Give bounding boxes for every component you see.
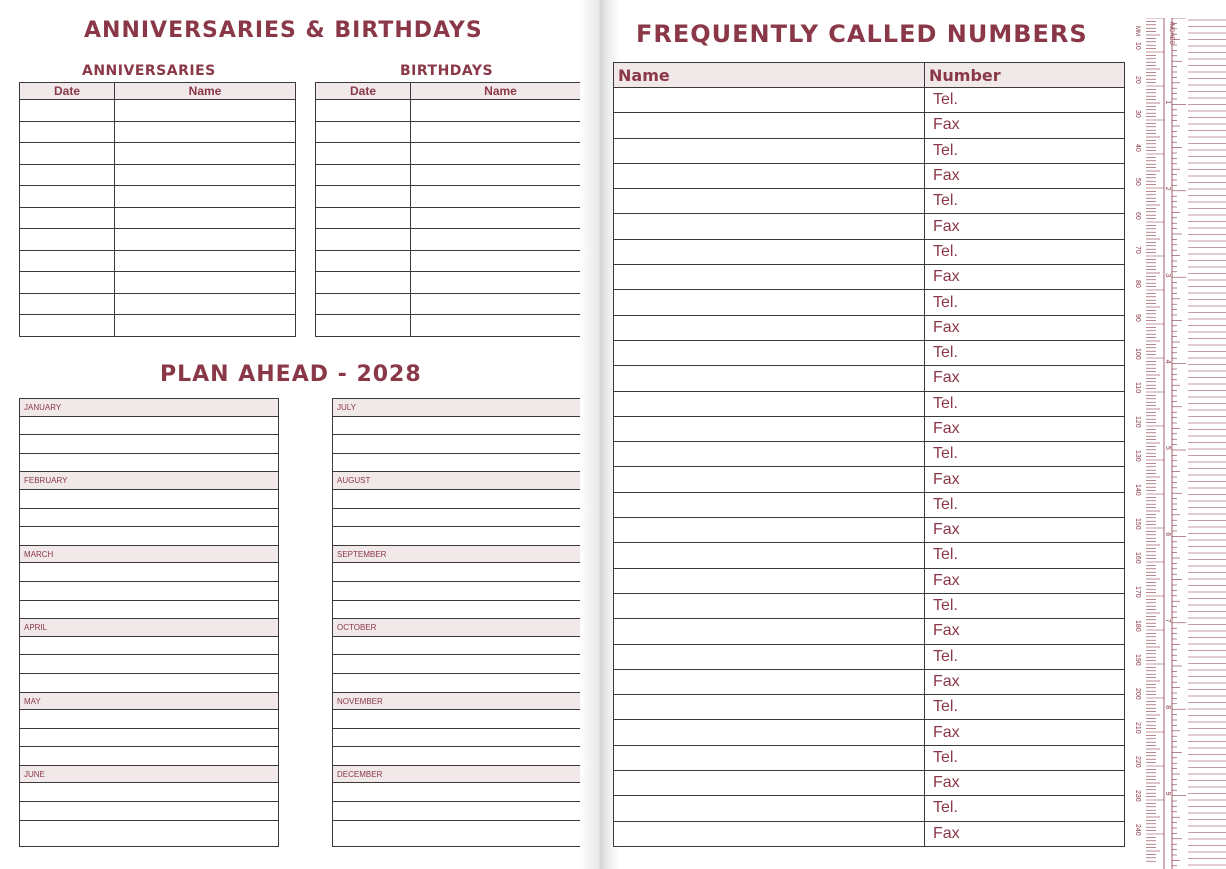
plan-ahead-title: PLAN AHEAD - 2028 xyxy=(160,362,422,387)
ruler-mm-number: 150 xyxy=(1134,518,1141,530)
ruler-mm-number: 120 xyxy=(1134,416,1141,428)
birthday-name-cell[interactable] xyxy=(411,143,591,165)
ruler-inch-number: 9 xyxy=(1164,791,1171,796)
birthday-row xyxy=(316,186,591,208)
fc-number-label[interactable]: Tel. xyxy=(925,239,1125,264)
anniversary-name-cell[interactable] xyxy=(115,250,296,272)
birthday-row xyxy=(316,293,591,315)
ruler-mm-number: 40 xyxy=(1134,144,1141,152)
ruler-mm-number: 180 xyxy=(1134,620,1141,632)
month-label: DECEMBER xyxy=(333,766,591,784)
birthday-date-cell[interactable] xyxy=(316,186,411,208)
birthday-date-cell[interactable] xyxy=(316,315,411,337)
ruler-inches-label: INCHES xyxy=(1168,22,1174,45)
anniversary-row xyxy=(20,229,296,251)
month-write-line[interactable] xyxy=(333,729,591,748)
fc-row xyxy=(614,771,1125,796)
fc-row xyxy=(614,543,1125,568)
birthday-name-cell[interactable] xyxy=(411,100,591,122)
ruler-mm-number: 20 xyxy=(1134,76,1141,84)
anniversary-date-cell[interactable] xyxy=(20,272,115,294)
month-block xyxy=(20,399,278,472)
month-write-line[interactable] xyxy=(333,563,591,582)
fc-number-label[interactable]: Fax xyxy=(925,113,1125,138)
ruler xyxy=(1130,18,1226,869)
anniversary-date-cell[interactable] xyxy=(20,100,115,122)
month-write-line[interactable] xyxy=(20,674,278,693)
fc-name-cell[interactable] xyxy=(614,88,925,113)
fc-row xyxy=(614,138,1125,163)
frequently-called-table xyxy=(613,62,1125,847)
ruler-mm-number: 80 xyxy=(1134,280,1141,288)
ruler-mm-number: 130 xyxy=(1134,450,1141,462)
month-block xyxy=(20,472,278,545)
plan-ahead-right-column xyxy=(332,398,592,847)
birthday-name-cell[interactable] xyxy=(411,164,591,186)
month-write-line[interactable] xyxy=(20,527,278,546)
fc-name-cell[interactable] xyxy=(614,391,925,416)
birthday-row xyxy=(316,272,591,294)
fc-row xyxy=(614,163,1125,188)
anniversaries-birthdays-title: ANNIVERSARIES & BIRTHDAYS xyxy=(84,18,483,43)
ruler-mm-number: 10 xyxy=(1134,42,1141,50)
month-write-line[interactable] xyxy=(20,655,278,674)
birthday-date-cell[interactable] xyxy=(316,293,411,315)
birthday-row xyxy=(316,143,591,165)
fc-number-label[interactable]: Tel. xyxy=(925,644,1125,669)
ruler-inch-number: 8 xyxy=(1164,705,1171,710)
ruler-mm-number: 70 xyxy=(1134,246,1141,254)
month-write-line[interactable] xyxy=(333,435,591,454)
ruler-inch-number: 2 xyxy=(1164,186,1171,191)
month-block xyxy=(333,619,591,692)
birthday-row xyxy=(316,121,591,143)
month-write-line[interactable] xyxy=(20,563,278,582)
birthday-date-cell[interactable] xyxy=(316,100,411,122)
fc-number-label[interactable]: Fax xyxy=(925,568,1125,593)
month-write-line[interactable] xyxy=(333,490,591,509)
fc-name-cell[interactable] xyxy=(614,442,925,467)
ruler-mm-number: 60 xyxy=(1134,212,1141,220)
fc-number-label[interactable]: Tel. xyxy=(925,593,1125,618)
birthday-row xyxy=(316,315,591,337)
fc-row xyxy=(614,492,1125,517)
month-label: JUNE xyxy=(20,766,278,784)
birthday-date-cell[interactable] xyxy=(316,229,411,251)
month-write-line[interactable] xyxy=(20,417,278,436)
fc-row xyxy=(614,189,1125,214)
fc-row xyxy=(614,88,1125,113)
anniversary-row xyxy=(20,100,296,122)
fc-number-header: Number xyxy=(925,63,1125,88)
fc-row xyxy=(614,745,1125,770)
fc-row xyxy=(614,265,1125,290)
anniversaries-name-header: Name xyxy=(115,83,296,100)
fc-number-label[interactable]: Fax xyxy=(925,315,1125,340)
month-label: NOVEMBER xyxy=(333,693,591,711)
anniversaries-heading: ANNIVERSARIES xyxy=(82,63,216,79)
birthday-date-cell[interactable] xyxy=(316,121,411,143)
month-label: FEBRUARY xyxy=(20,472,278,490)
anniversary-row xyxy=(20,207,296,229)
anniversary-name-cell[interactable] xyxy=(115,315,296,337)
fc-name-cell[interactable] xyxy=(614,644,925,669)
anniversary-row xyxy=(20,143,296,165)
anniversary-row xyxy=(20,186,296,208)
fc-name-cell[interactable] xyxy=(614,340,925,365)
fc-name-cell[interactable] xyxy=(614,669,925,694)
anniversary-date-cell[interactable] xyxy=(20,186,115,208)
fc-number-label[interactable]: Fax xyxy=(925,821,1125,846)
fc-name-cell[interactable] xyxy=(614,239,925,264)
month-write-line[interactable] xyxy=(333,527,591,546)
anniversary-name-cell[interactable] xyxy=(115,100,296,122)
fc-name-cell[interactable] xyxy=(614,593,925,618)
month-write-line[interactable] xyxy=(20,710,278,729)
fc-row xyxy=(614,366,1125,391)
fc-number-label[interactable]: Tel. xyxy=(925,442,1125,467)
fc-name-cell[interactable] xyxy=(614,290,925,315)
month-write-line[interactable] xyxy=(20,783,278,802)
fc-number-label[interactable]: Tel. xyxy=(925,796,1125,821)
month-write-line[interactable] xyxy=(333,747,591,766)
ruler-mm-number: 100 xyxy=(1134,348,1141,360)
fc-row xyxy=(614,416,1125,441)
fc-name-cell[interactable] xyxy=(614,745,925,770)
fc-number-label[interactable]: Fax xyxy=(925,163,1125,188)
anniversary-row xyxy=(20,250,296,272)
fc-name-cell[interactable] xyxy=(614,366,925,391)
month-write-line[interactable] xyxy=(20,747,278,766)
ruler-inch-number: 3 xyxy=(1164,273,1171,278)
fc-row xyxy=(614,796,1125,821)
fc-name-cell[interactable] xyxy=(614,214,925,239)
fc-row xyxy=(614,669,1125,694)
fc-number-label[interactable]: Tel. xyxy=(925,189,1125,214)
ruler-inch-number: 6 xyxy=(1164,532,1171,537)
month-label: APRIL xyxy=(20,619,278,637)
ruler-inch-number: 4 xyxy=(1164,359,1171,364)
birthdays-date-header: Date xyxy=(316,83,411,100)
anniversary-row xyxy=(20,164,296,186)
anniversary-date-cell[interactable] xyxy=(20,143,115,165)
month-write-line[interactable] xyxy=(20,601,278,620)
fc-row xyxy=(614,442,1125,467)
fc-number-label[interactable]: Tel. xyxy=(925,138,1125,163)
birthday-row xyxy=(316,100,591,122)
fc-name-header: Name xyxy=(614,63,925,88)
month-block xyxy=(20,693,278,766)
fc-number-label[interactable]: Tel. xyxy=(925,340,1125,365)
fc-number-label[interactable]: Tel. xyxy=(925,745,1125,770)
anniversary-date-cell[interactable] xyxy=(20,164,115,186)
fc-name-cell[interactable] xyxy=(614,467,925,492)
anniversary-date-cell[interactable] xyxy=(20,229,115,251)
anniversary-date-cell[interactable] xyxy=(20,207,115,229)
fc-name-cell[interactable] xyxy=(614,265,925,290)
month-write-line[interactable] xyxy=(333,783,591,802)
anniversary-row xyxy=(20,272,296,294)
anniversary-name-cell[interactable] xyxy=(115,186,296,208)
anniversaries-table xyxy=(19,82,296,337)
fc-name-cell[interactable] xyxy=(614,695,925,720)
fc-row xyxy=(614,214,1125,239)
month-label: AUGUST xyxy=(333,472,591,490)
fc-row xyxy=(614,315,1125,340)
month-block xyxy=(333,766,591,839)
anniversary-name-cell[interactable] xyxy=(115,164,296,186)
month-label: JANUARY xyxy=(20,399,278,417)
fc-name-cell[interactable] xyxy=(614,315,925,340)
month-block xyxy=(333,472,591,545)
month-write-line[interactable] xyxy=(20,454,278,473)
month-write-line[interactable] xyxy=(20,821,278,840)
fc-name-cell[interactable] xyxy=(614,568,925,593)
birthday-date-cell[interactable] xyxy=(316,143,411,165)
fc-name-cell[interactable] xyxy=(614,138,925,163)
month-write-line[interactable] xyxy=(20,509,278,528)
fc-number-label[interactable]: Fax xyxy=(925,619,1125,644)
fc-row xyxy=(614,821,1125,846)
fc-number-label[interactable]: Tel. xyxy=(925,543,1125,568)
fc-name-cell[interactable] xyxy=(614,113,925,138)
ruler-mm-number: 30 xyxy=(1134,110,1141,118)
birthday-row xyxy=(316,207,591,229)
ruler-mm-number: 230 xyxy=(1134,790,1141,802)
fc-number-label[interactable]: Fax xyxy=(925,518,1125,543)
fc-name-cell[interactable] xyxy=(614,619,925,644)
birthday-date-cell[interactable] xyxy=(316,164,411,186)
anniversary-name-cell[interactable] xyxy=(115,229,296,251)
ruler-inch-number: 5 xyxy=(1164,446,1171,450)
birthday-name-cell[interactable] xyxy=(411,293,591,315)
fc-name-cell[interactable] xyxy=(614,771,925,796)
fc-name-cell[interactable] xyxy=(614,720,925,745)
anniversary-name-cell[interactable] xyxy=(115,272,296,294)
anniversary-date-cell[interactable] xyxy=(20,315,115,337)
fc-name-cell[interactable] xyxy=(614,416,925,441)
fc-row xyxy=(614,391,1125,416)
birthdays-heading: BIRTHDAYS xyxy=(400,63,494,79)
fc-number-label[interactable]: Fax xyxy=(925,720,1125,745)
birthdays-name-header: Name xyxy=(411,83,591,100)
anniversary-row xyxy=(20,293,296,315)
anniversary-name-cell[interactable] xyxy=(115,121,296,143)
birthday-name-cell[interactable] xyxy=(411,229,591,251)
fc-row xyxy=(614,113,1125,138)
fc-number-label[interactable]: Fax xyxy=(925,771,1125,796)
fc-row xyxy=(614,239,1125,264)
anniversary-row xyxy=(20,121,296,143)
anniversaries-date-header: Date xyxy=(20,83,115,100)
ruler-mm-number: 240 xyxy=(1134,824,1141,836)
ruler-mm-number: 220 xyxy=(1134,756,1141,768)
ruler-mm-label: MM xyxy=(1134,26,1140,36)
ruler-mm-number: 160 xyxy=(1134,552,1141,564)
fc-row xyxy=(614,695,1125,720)
ruler-mm-number: 90 xyxy=(1134,314,1141,322)
month-write-line[interactable] xyxy=(333,601,591,620)
fc-name-cell[interactable] xyxy=(614,518,925,543)
month-write-line[interactable] xyxy=(333,582,591,601)
ruler-inch-number: 1 xyxy=(1164,100,1171,105)
ruler-mm-number: 50 xyxy=(1134,178,1141,186)
birthdays-table xyxy=(315,82,591,337)
month-write-line[interactable] xyxy=(20,490,278,509)
anniversary-date-cell[interactable] xyxy=(20,293,115,315)
fc-number-label[interactable]: Tel. xyxy=(925,88,1125,113)
month-write-line[interactable] xyxy=(333,509,591,528)
fc-number-label[interactable]: Tel. xyxy=(925,492,1125,517)
month-write-line[interactable] xyxy=(333,710,591,729)
month-block xyxy=(333,693,591,766)
left-page xyxy=(0,0,600,869)
month-write-line[interactable] xyxy=(333,454,591,473)
fc-row xyxy=(614,568,1125,593)
fc-name-cell[interactable] xyxy=(614,796,925,821)
month-label: MARCH xyxy=(20,546,278,564)
month-block xyxy=(20,766,278,839)
fc-name-cell[interactable] xyxy=(614,189,925,214)
month-label: SEPTEMBER xyxy=(333,546,591,564)
month-write-line[interactable] xyxy=(333,674,591,693)
fc-row xyxy=(614,290,1125,315)
fc-number-label[interactable]: Fax xyxy=(925,366,1125,391)
ruler-mm-number: 210 xyxy=(1134,722,1141,734)
birthday-name-cell[interactable] xyxy=(411,121,591,143)
month-label: JULY xyxy=(333,399,591,417)
month-block xyxy=(333,399,591,472)
frequently-called-title: FREQUENTLY CALLED NUMBERS xyxy=(636,20,1088,48)
anniversary-name-cell[interactable] xyxy=(115,143,296,165)
anniversaries-rows xyxy=(20,100,296,337)
ruler-inch-number: 7 xyxy=(1164,618,1171,623)
month-block xyxy=(20,546,278,619)
month-block xyxy=(333,546,591,619)
fc-row xyxy=(614,467,1125,492)
birthday-date-cell[interactable] xyxy=(316,272,411,294)
fc-name-cell[interactable] xyxy=(614,543,925,568)
fc-row xyxy=(614,593,1125,618)
month-write-line[interactable] xyxy=(20,435,278,454)
fc-name-cell[interactable] xyxy=(614,821,925,846)
frequently-called-rows xyxy=(614,88,1125,847)
birthday-date-cell[interactable] xyxy=(316,207,411,229)
fc-row xyxy=(614,644,1125,669)
fc-number-label[interactable]: Fax xyxy=(925,265,1125,290)
fc-name-cell[interactable] xyxy=(614,492,925,517)
month-write-line[interactable] xyxy=(333,821,591,840)
birthday-row xyxy=(316,164,591,186)
month-write-line[interactable] xyxy=(20,729,278,748)
birthday-name-cell[interactable] xyxy=(411,272,591,294)
fc-number-label[interactable]: Fax xyxy=(925,416,1125,441)
birthday-row xyxy=(316,229,591,251)
ruler-mm-number: 190 xyxy=(1134,654,1141,666)
anniversary-date-cell[interactable] xyxy=(20,250,115,272)
fc-row xyxy=(614,340,1125,365)
month-write-line[interactable] xyxy=(333,417,591,436)
month-write-line[interactable] xyxy=(333,637,591,656)
fc-number-label[interactable]: Fax xyxy=(925,467,1125,492)
ruler-mm-number: 110 xyxy=(1134,382,1141,394)
fc-row xyxy=(614,619,1125,644)
month-label: OCTOBER xyxy=(333,619,591,637)
anniversary-name-cell[interactable] xyxy=(115,293,296,315)
birthday-name-cell[interactable] xyxy=(411,186,591,208)
birthday-name-cell[interactable] xyxy=(411,315,591,337)
month-write-line[interactable] xyxy=(333,802,591,821)
month-write-line[interactable] xyxy=(20,637,278,656)
anniversary-date-cell[interactable] xyxy=(20,121,115,143)
month-write-line[interactable] xyxy=(20,582,278,601)
month-label: MAY xyxy=(20,693,278,711)
fc-number-label[interactable]: Fax xyxy=(925,669,1125,694)
anniversary-row xyxy=(20,315,296,337)
birthdays-rows xyxy=(316,100,591,337)
birthday-date-cell[interactable] xyxy=(316,250,411,272)
fc-name-cell[interactable] xyxy=(614,163,925,188)
plan-ahead-left-column xyxy=(19,398,279,847)
month-write-line[interactable] xyxy=(333,655,591,674)
fc-row xyxy=(614,720,1125,745)
birthday-name-cell[interactable] xyxy=(411,250,591,272)
ruler-mm-number: 140 xyxy=(1134,484,1141,496)
fc-number-label[interactable]: Tel. xyxy=(925,290,1125,315)
fc-number-label[interactable]: Tel. xyxy=(925,695,1125,720)
birthday-name-cell[interactable] xyxy=(411,207,591,229)
ruler-mm-number: 170 xyxy=(1134,586,1141,598)
month-write-line[interactable] xyxy=(20,802,278,821)
month-block xyxy=(20,619,278,692)
anniversary-name-cell[interactable] xyxy=(115,207,296,229)
ruler-mm-number: 200 xyxy=(1134,688,1141,700)
fc-number-label[interactable]: Tel. xyxy=(925,391,1125,416)
birthday-row xyxy=(316,250,591,272)
fc-number-label[interactable]: Fax xyxy=(925,214,1125,239)
fc-row xyxy=(614,518,1125,543)
